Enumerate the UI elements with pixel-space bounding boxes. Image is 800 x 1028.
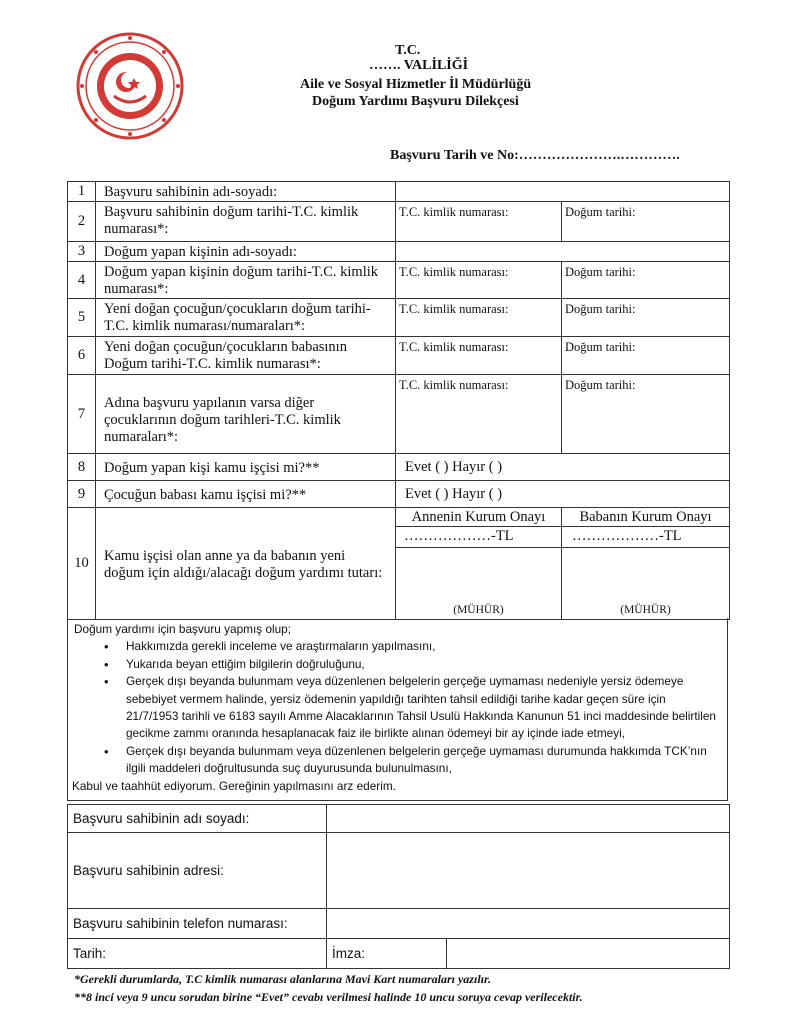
answer-cell[interactable] (396, 182, 730, 202)
mother-amount[interactable]: ………………-TL (396, 527, 561, 548)
page-title: Doğum Yardımı Başvuru Dilekçesi (312, 94, 519, 109)
question-label: Doğum yapan kişi kamu işçisi mi?** (96, 454, 396, 481)
table-row (68, 299, 730, 337)
table-row (68, 182, 730, 202)
mother-institution-approval[interactable] (396, 508, 562, 620)
address-label: Başvuru sahibinin adresi: (68, 833, 327, 909)
list-item: • Gerçek dışı beyanda bulunmam veya düzenlenen belgelerin gerçeğe uymaması nedeniyle yersiz ödemeye sebebiyet vermem halinde, yersiz ödemenin yapıldığı tarihten tahsil edildiği tarihe kadar geçen süre için 21/7/1953 tarihli ve 6183 sayılı Amme Alacaklarının Tahsil Usulü Hakkında Kanunun 51 inci maddesinde belirtilen gecikme zammı oranında hesaplanacak faiz ile birlikte alınan ödemeyi bir ay içinde iade etmeyi, (126, 673, 721, 743)
footnote-1: *Gerekli durumlarda, T.C kimlik numarası alanlarına Mavi Kart numaraları yazılır. (74, 972, 491, 986)
tc-number-field[interactable]: T.C. kimlik numarası: (396, 202, 562, 242)
declaration-list (74, 638, 721, 777)
table-row (68, 242, 730, 262)
name-label: Başvuru sahibinin adı soyadı: (68, 805, 327, 833)
header-tc: T.C. (395, 43, 421, 58)
table-row (68, 939, 730, 969)
phone-field[interactable] (327, 909, 730, 939)
row-number: 7 (68, 375, 96, 454)
declaration-block (67, 618, 728, 801)
tc-number-field[interactable]: T.C. kimlik numarası: (396, 299, 562, 337)
row-number: 3 (68, 242, 96, 262)
question-table (67, 181, 730, 620)
address-field[interactable] (327, 833, 730, 909)
question-label: Çocuğun babası kamu işçisi mi?** (96, 481, 396, 508)
ministry-seal-logo (74, 30, 186, 142)
question-label: Yeni doğan çocuğun/çocukların doğum tarihi-T.C. kimlik numarası/numaraları*: (96, 299, 396, 337)
birth-date-field[interactable]: Doğum tarihi: (562, 262, 730, 299)
question-label: Başvuru sahibinin doğum tarihi-T.C. kimlik numarası*: (96, 202, 396, 242)
table-row (68, 909, 730, 939)
table-row (68, 454, 730, 481)
list-item: • Gerçek dışı beyanda bulunmam veya düzenlenen belgelerin gerçeğe uymaması durumunda hakkımda TCK’nın ilgili maddeleri doğrultusunda suç duyurusunda bulunulmasını, (126, 743, 721, 778)
yes-no-choice-mother[interactable]: Evet ( ) Hayır ( ) (396, 454, 730, 481)
birth-date-field[interactable]: Doğum tarihi: (562, 202, 730, 242)
signature-label: İmza: (327, 939, 447, 969)
answer-cell[interactable] (396, 242, 730, 262)
father-institution-approval[interactable] (562, 508, 730, 620)
seal-label: (MÜHÜR) (453, 604, 504, 616)
table-row (68, 337, 730, 375)
date-field[interactable]: Tarih: (68, 939, 327, 969)
phone-label: Başvuru sahibinin telefon numarası: (68, 909, 327, 939)
table-row (68, 805, 730, 833)
seal-label: (MÜHÜR) (620, 604, 671, 616)
tc-number-field[interactable]: T.C. kimlik numarası: (396, 375, 562, 454)
row-number: 6 (68, 337, 96, 375)
table-row (68, 375, 730, 454)
yes-no-choice-father[interactable]: Evet ( ) Hayır ( ) (396, 481, 730, 508)
question-label: Doğum yapan kişinin adı-soyadı: (96, 242, 396, 262)
declaration-intro: Doğum yardımı için başvuru yapmış olup; (74, 622, 292, 636)
tc-number-field[interactable]: T.C. kimlik numarası: (396, 262, 562, 299)
question-label: Kamu işçisi olan anne ya da babanın yeni doğum için aldığı/alacağı doğum yardımı tutarı: (96, 508, 396, 620)
row-number: 9 (68, 481, 96, 508)
signature-table (67, 804, 730, 969)
table-row (68, 833, 730, 909)
question-label: Başvuru sahibinin adı-soyadı: (96, 182, 396, 202)
list-item: • Yukarıda beyan ettiğim bilgilerin doğruluğunu, (126, 656, 721, 673)
header-governorship: ……. VALİLİĞİ (369, 58, 469, 73)
mother-approval-title: Annenin Kurum Onayı (396, 508, 561, 527)
row-number: 4 (68, 262, 96, 299)
table-row (68, 481, 730, 508)
table-row (68, 202, 730, 242)
question-label: Yeni doğan çocuğun/çocukların babasının Doğum tarihi-T.C. kimlik numarası*: (96, 337, 396, 375)
header-directorate: Aile ve Sosyal Hizmetler İl Müdürlüğü (300, 77, 532, 92)
question-label: Doğum yapan kişinin doğum tarihi-T.C. kimlik numarası*: (96, 262, 396, 299)
question-label: Adına başvuru yapılanın varsa diğer çocuklarının doğum tarihleri-T.C. kimlik numaraları*: (96, 375, 396, 454)
table-row (68, 508, 730, 620)
footnote-2: **8 inci veya 9 uncu sorudan birine “Evet” cevabı verilmesi halinde 10 uncu soruya cevap verilecektir. (74, 990, 583, 1004)
tc-number-field[interactable]: T.C. kimlik numarası: (396, 337, 562, 375)
table-row (68, 262, 730, 299)
row-number: 8 (68, 454, 96, 481)
birth-date-field[interactable]: Doğum tarihi: (562, 337, 730, 375)
father-approval-title: Babanın Kurum Onayı (562, 508, 729, 527)
birth-date-field[interactable]: Doğum tarihi: (562, 375, 730, 454)
row-number: 10 (68, 508, 96, 620)
declaration-closing: Kabul ve taahhüt ediyorum. Gereğinin yapılmasını arz ederim. (72, 778, 396, 793)
row-number: 1 (68, 182, 96, 202)
application-date-no: Başvuru Tarih ve No:………………….…………. (390, 148, 680, 163)
row-number: 5 (68, 299, 96, 337)
signature-field[interactable] (447, 939, 730, 969)
birth-date-field[interactable]: Doğum tarihi: (562, 299, 730, 337)
row-number: 2 (68, 202, 96, 242)
name-field[interactable] (327, 805, 730, 833)
list-item: • Hakkımızda gerekli inceleme ve araştırmaların yapılmasını, (126, 638, 721, 655)
father-amount[interactable]: ………………-TL (562, 527, 729, 548)
